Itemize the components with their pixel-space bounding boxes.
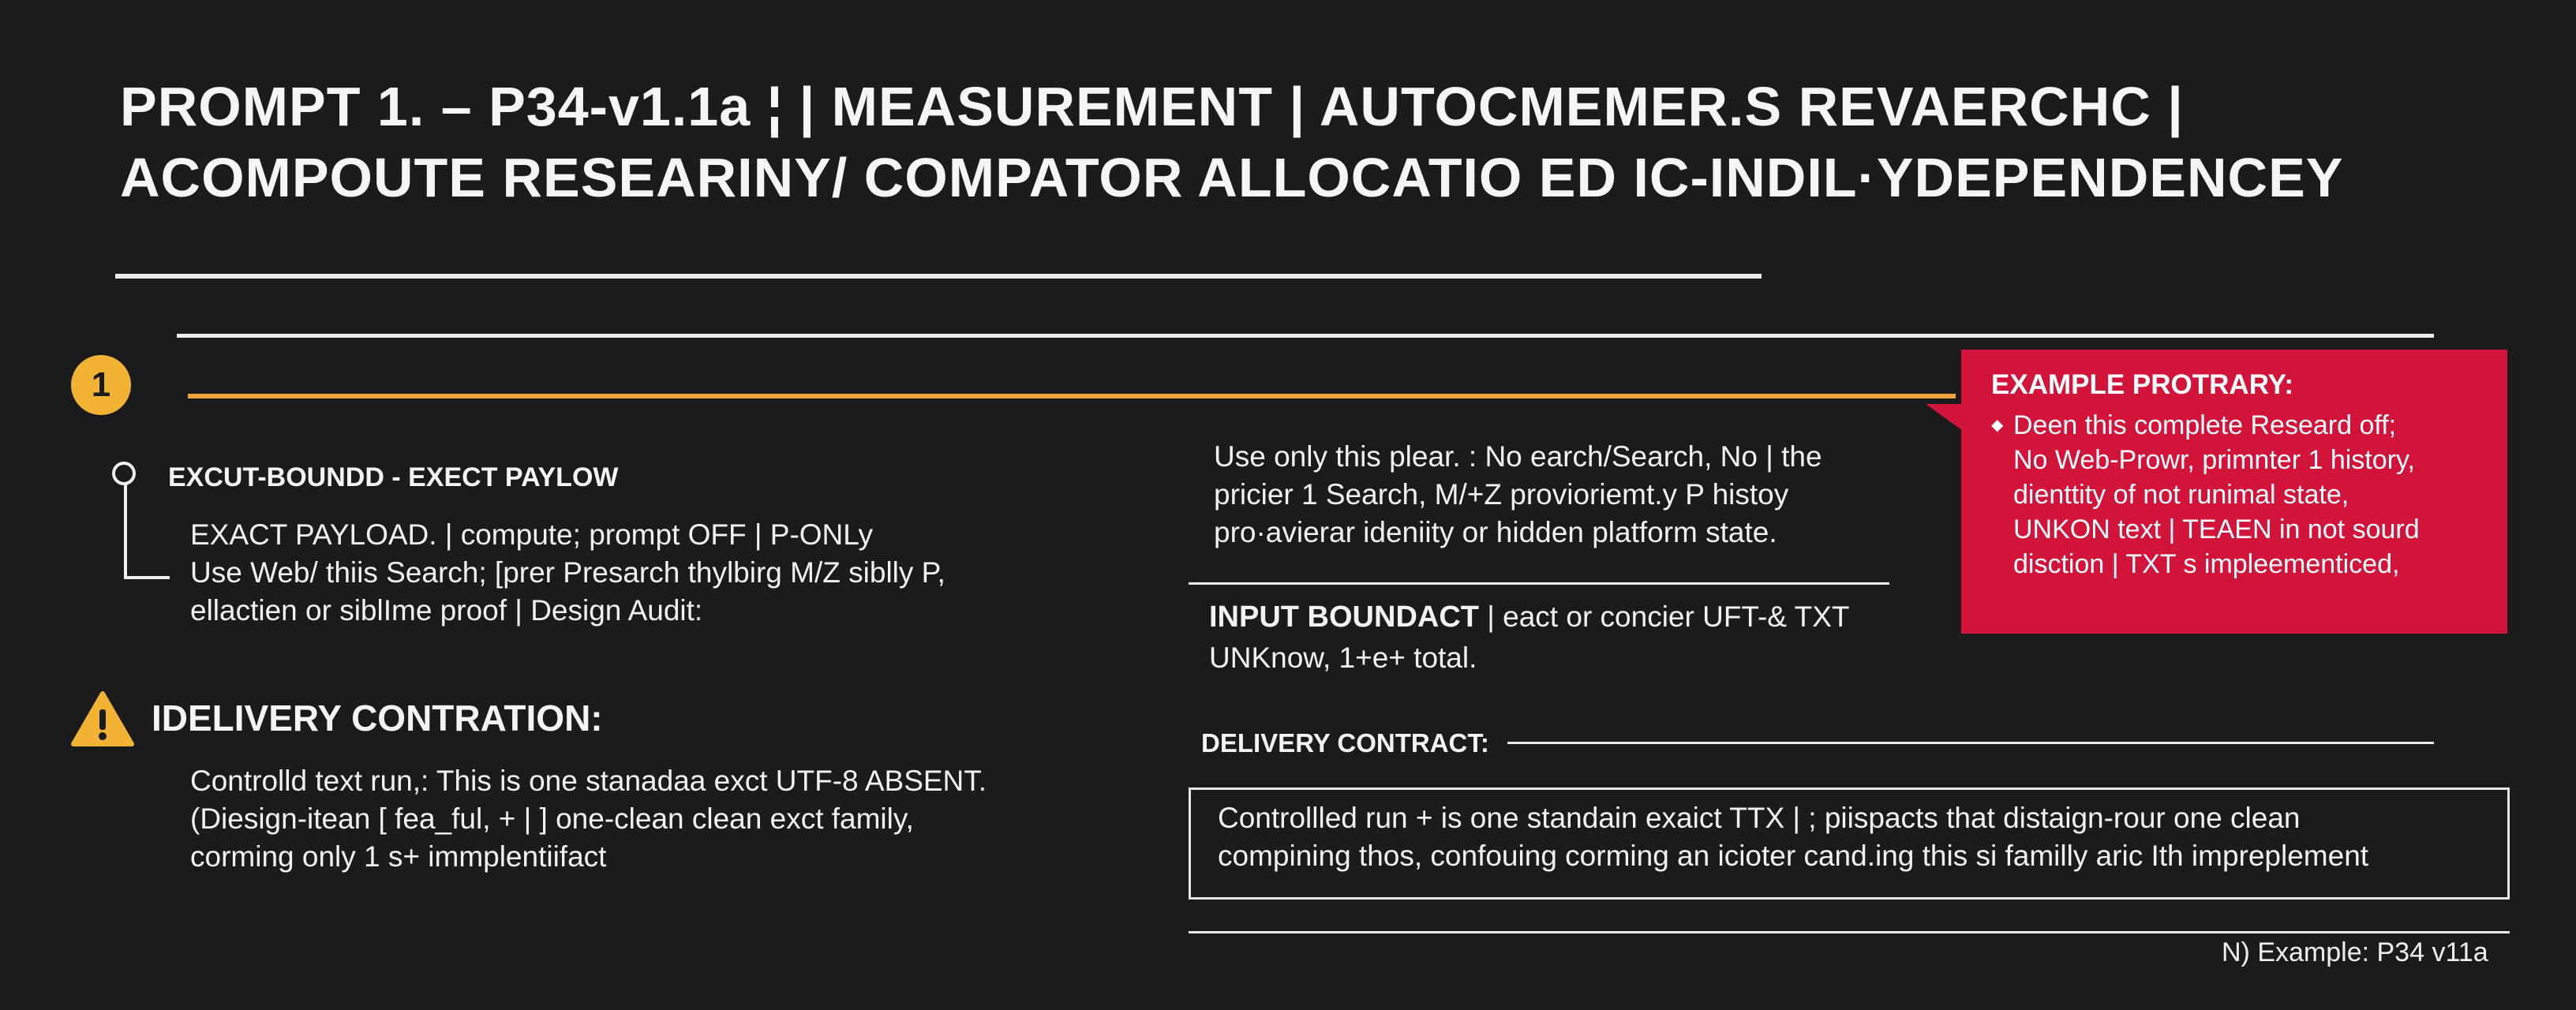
input-boundary-text: | eact or concier UFT-& TXT [1478, 600, 1850, 633]
body-line: EXACT PAYLOAD. | compute; prompt OFF | P-ONLy [190, 518, 873, 551]
middle-divider [1189, 582, 1889, 585]
example-callout [1961, 350, 2507, 634]
body-line: Use Web/ thiis Search; [prer Presarch thylbirg M/Z siblly P, [190, 556, 945, 589]
footer-label: N) Example: P34 v11a [2222, 937, 2488, 967]
section-heading-delivery: IDELIVERY CONTRATION: [152, 698, 603, 739]
bracket-connector-arm [124, 576, 170, 579]
callout-item: UNKON text | TEAEN in not sourd [2013, 514, 2420, 544]
callout-item: No Web-Prowr, primnter 1 history, [2013, 445, 2415, 475]
step-number: 1 [91, 365, 111, 404]
input-boundary-line2: UNKnow, 1+e+ total. [1209, 642, 1477, 674]
body-line: ellactien or siblIme proof | Design Audit: [190, 594, 703, 627]
section-body-execution-boundary [190, 516, 1177, 630]
body-line: pro·avierar ideniity or hidden platform state. [1214, 516, 1777, 548]
body-line: Use only this plear. : No earch/Search, No | the [1214, 440, 1822, 473]
box-line: compining thos, confouing corming an icioter cand.ing this si familly aric Ith impreplement [1218, 840, 2369, 872]
body-line: corming only 1 s+ immplentiifact [190, 840, 607, 873]
body-line: (Diesign-itean [ fea_ful, + | ] one-clean clean exct family, [190, 802, 914, 835]
middle-paragraph [1214, 438, 1924, 552]
warning-icon [71, 690, 134, 747]
step-number-badge [71, 355, 131, 415]
callout-list [1991, 408, 2477, 582]
section-heading-execution-boundary: EXCUT-BOUNDD - EXECT PAYLOW [168, 462, 619, 492]
bracket-connector-line [124, 484, 127, 579]
callout-title: EXAMPLE PROTRARY: [1991, 369, 2294, 400]
title-line-2: ACOMPOUTE RESEARINY/ COMPATOR ALLOCATIO ED IC-INDIL·YDEPENDENCEY [120, 147, 2344, 208]
footer-rule [1189, 931, 2510, 933]
title-line-1: PROMPT 1. – P34-v1.1a ¦ | MEASUREMENT | AUTOCMEMER.S REVAERCHC | [120, 76, 2184, 137]
callout-pointer [1926, 404, 1965, 432]
title-underline [115, 274, 1762, 279]
input-boundary-block [1209, 597, 1959, 679]
callout-item: dienttity of not runimal state, [2013, 480, 2349, 510]
body-line: Controlld text run,: This is one stanadaa exct UTF-8 ABSENT. [190, 765, 987, 797]
body-line: pricier 1 Search, M/+Z provioriemt.y P histoy [1214, 478, 1789, 511]
callout-item: disction | TXT s impleementiced, [2013, 549, 2400, 579]
delivery-contract-box [1189, 787, 2510, 900]
callout-item: ◆ Deen this complete Researd off; [1991, 408, 2477, 443]
step-orange-rule [188, 394, 1956, 398]
page-title [120, 71, 2409, 213]
bracket-connector-icon [112, 462, 136, 485]
delivery-contract-label: DELIVERY CONTRACT: [1201, 728, 1489, 758]
box-line: Controllled run + is one standain exaict TTX | ; piispacts that distaign-rour one clean [1218, 802, 2301, 834]
section-divider-top [177, 334, 2434, 338]
section-body-delivery [190, 762, 1177, 876]
delivery-contract-rule [1507, 742, 2434, 744]
input-boundary-label: INPUT BOUNDACT [1209, 600, 1479, 634]
